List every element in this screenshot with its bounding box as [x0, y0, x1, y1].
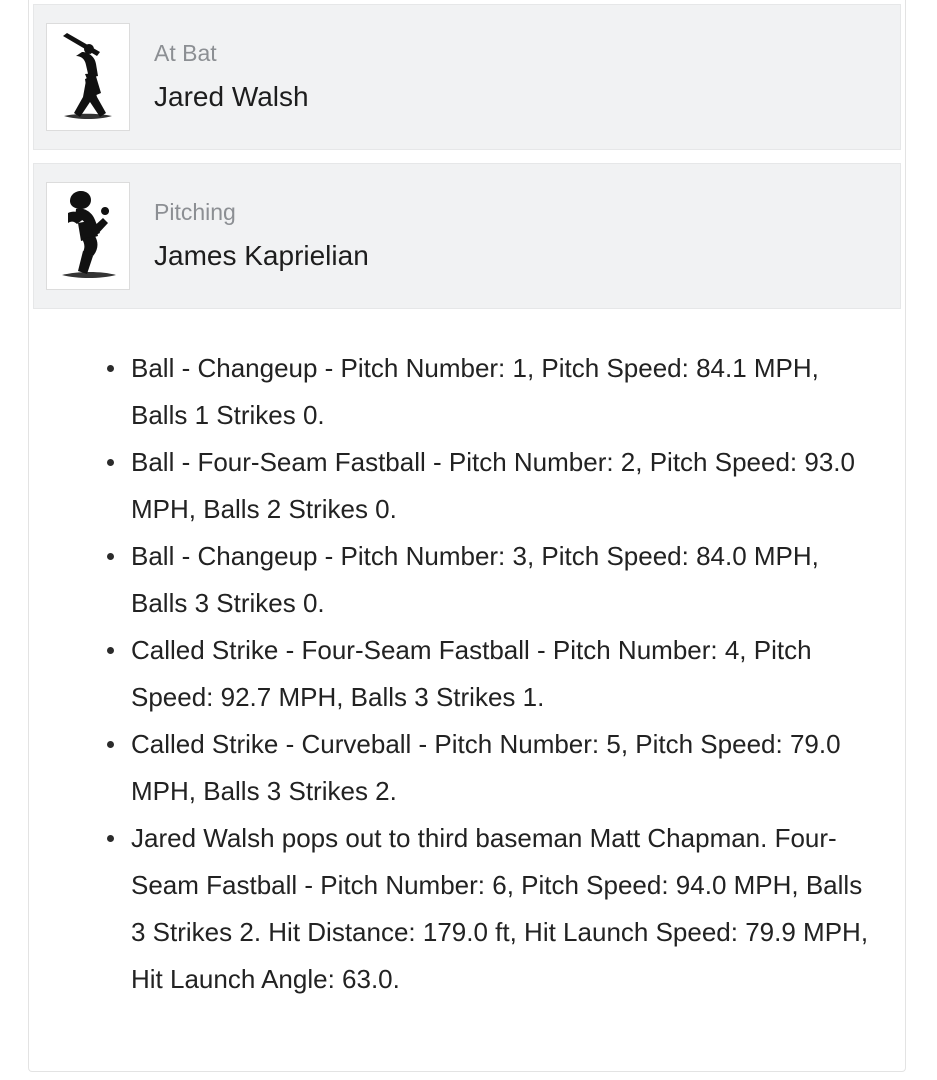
pitching-text [154, 199, 369, 272]
at-bat-card [28, 0, 906, 1072]
list-item: Ball - Changeup - Pitch Number: 1, Pitch Speed: 84.1 MPH, Balls 1 Strikes 0. [107, 345, 875, 439]
at-bat-role-label: At Bat [154, 40, 217, 67]
pitching-role-label: Pitching [154, 199, 236, 226]
list-item: Called Strike - Four-Seam Fastball - Pitch Number: 4, Pitch Speed: 92.7 MPH, Balls 3 Strikes 1. [107, 627, 875, 721]
play-list [59, 345, 875, 1003]
list-item: Called Strike - Curveball - Pitch Number: 5, Pitch Speed: 79.0 MPH, Balls 3 Strikes 2. [107, 721, 875, 815]
pitching-player-name: James Kaprielian [154, 240, 369, 271]
at-bat-text [154, 40, 309, 113]
pitcher-silhouette-icon [46, 182, 130, 290]
pitching-row[interactable] [33, 163, 901, 309]
right-edge-spacer [931, 0, 937, 1080]
list-item: Ball - Changeup - Pitch Number: 3, Pitch Speed: 84.0 MPH, Balls 3 Strikes 0. [107, 533, 875, 627]
at-bat-player-name: Jared Walsh [154, 81, 309, 112]
list-item: Jared Walsh pops out to third baseman Matt Chapman. Four-Seam Fastball - Pitch Number: 6, Pitch Speed: 94.0 MPH, Balls 3 Strikes 2. Hit Distance: 179.0 ft, Hit Launch Speed: 79.9 MPH, Hit Launch Angle: 63.0. [107, 815, 875, 1003]
at-bat-row[interactable] [33, 4, 901, 150]
play-list-container [29, 309, 905, 1027]
list-item: Ball - Four-Seam Fastball - Pitch Number: 2, Pitch Speed: 93.0 MPH, Balls 2 Strikes 0. [107, 439, 875, 533]
batter-silhouette-icon [46, 23, 130, 131]
